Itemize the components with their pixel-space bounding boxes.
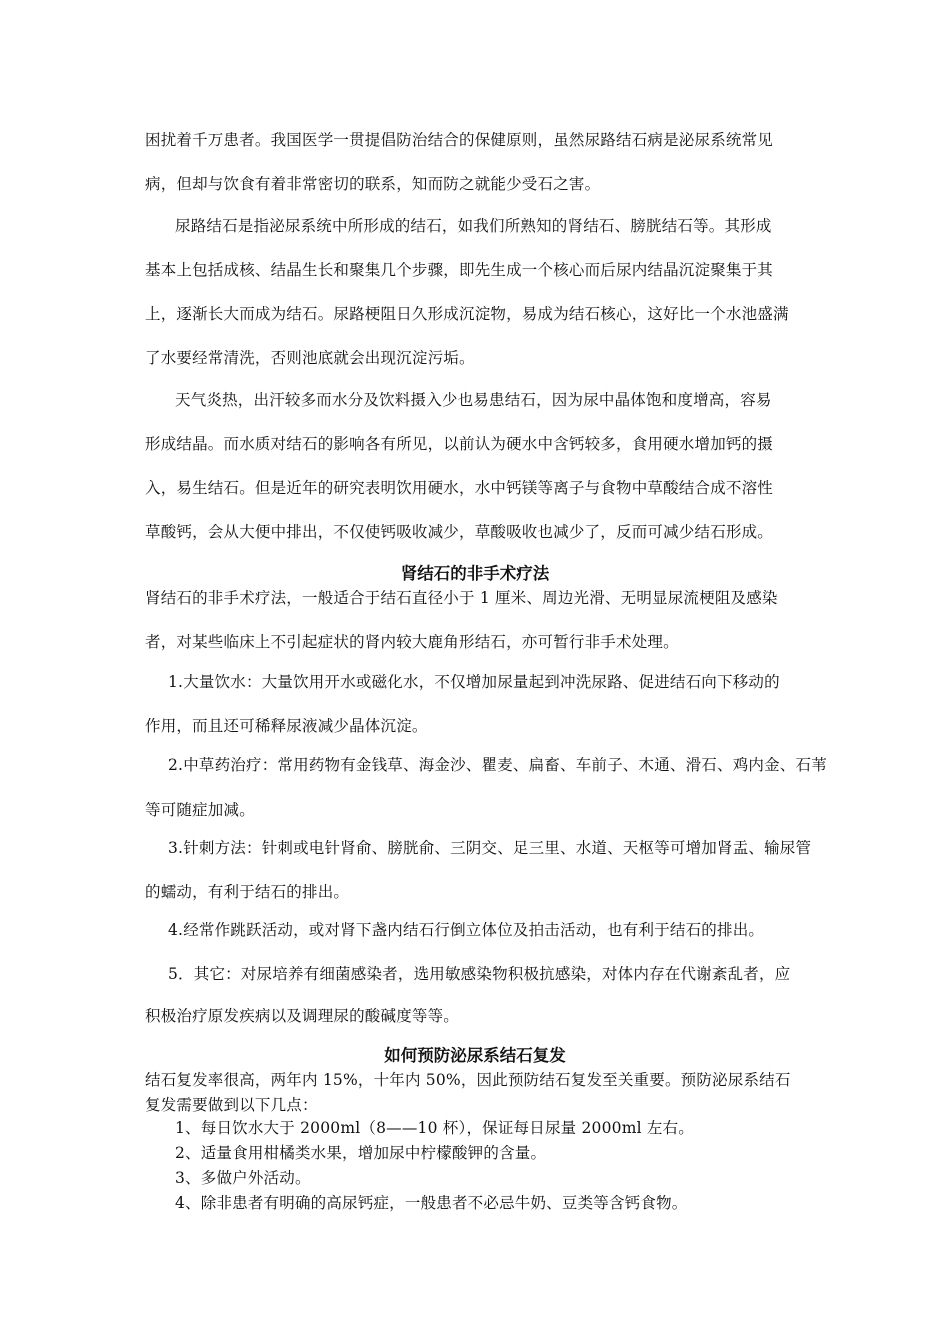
paragraph-line: 上，逐渐长大而成为结石。尿路梗阻日久形成沉淀物，易成为结石核心，这好比一个水池盛满 <box>145 305 789 323</box>
list-item: 3.针刺方法：针刺或电针肾俞、膀胱俞、三阴交、足三里、水道、天枢等可增加肾盂、输尿管 <box>168 839 812 857</box>
section-heading: 肾结石的非手术疗法 <box>400 564 550 583</box>
paragraph-line: 结石复发率很高，两年内 15%，十年内 50%，因此预防结石复发至关重要。预防泌尿系结石 <box>145 1071 791 1089</box>
list-item: 5．其它：对尿培养有细菌感染者，选用敏感染物积极抗感染，对体内存在代谢紊乱者，应 <box>168 965 791 983</box>
list-item: 3、多做户外活动。 <box>175 1169 311 1187</box>
paragraph-line: 了水要经常清洗，否则池底就会出现沉淀污垢。 <box>145 349 475 367</box>
paragraph-line: 病，但却与饮食有着非常密切的联系，知而防之就能少受石之害。 <box>145 175 601 193</box>
paragraph-line: 积极治疗原发疾病以及调理尿的酸碱度等等。 <box>145 1007 460 1025</box>
list-item: 2.中草药治疗：常用药物有金钱草、海金沙、瞿麦、扁畜、车前子、木通、滑石、鸡内金、石苇 <box>168 756 827 774</box>
paragraph-line: 形成结晶。而水质对结石的影响各有所见，以前认为硬水中含钙较多，食用硬水增加钙的摄 <box>145 435 774 453</box>
paragraph-line: 草酸钙，会从大便中排出，不仅使钙吸收减少，草酸吸收也减少了，反而可减少结石形成。 <box>145 523 774 541</box>
section-heading: 如何预防泌尿系结石复发 <box>384 1046 566 1065</box>
paragraph-line: 天气炎热，出汗较多而水分及饮料摄入少也易患结石，因为尿中晶体饱和度增高，容易 <box>175 391 772 409</box>
paragraph-line: 复发需要做到以下几点： <box>145 1096 318 1114</box>
list-item: 1、每日饮水大于 2000ml（8——10 杯），保证每日尿量 2000ml 左右。 <box>175 1119 695 1137</box>
paragraph-line: 者，对某些临床上不引起症状的肾内较大鹿角形结石，亦可暂行非手术处理。 <box>145 633 679 651</box>
paragraph-line: 入，易生结石。但是近年的研究表明饮用硬水，水中钙镁等离子与食物中草酸结合成不溶性 <box>145 479 774 497</box>
list-item: 4、除非患者有明确的高尿钙症，一般患者不必忌牛奶、豆类等含钙食物。 <box>175 1194 688 1212</box>
list-item: 4.经常作跳跃活动，或对肾下盏内结石行倒立体位及拍击活动，也有利于结石的排出。 <box>168 921 765 939</box>
paragraph-line: 尿路结石是指泌尿系统中所形成的结石，如我们所熟知的肾结石、膀胱结石等。其形成 <box>175 217 772 235</box>
paragraph-line: 困扰着千万患者。我国医学一贯提倡防治结合的保健原则，虽然尿路结石病是泌尿系统常见 <box>145 131 774 149</box>
paragraph-line: 等可随症加减。 <box>145 801 255 819</box>
paragraph-line: 作用，而且还可稀释尿液减少晶体沉淀。 <box>145 717 428 735</box>
paragraph-line: 基本上包括成核、结晶生长和聚集几个步骤，即先生成一个核心而后尿内结晶沉淀聚集于其 <box>145 261 774 279</box>
paragraph-line: 的蠕动，有利于结石的排出。 <box>145 883 350 901</box>
list-item: 2、适量食用柑橘类水果，增加尿中柠檬酸钾的含量。 <box>175 1144 547 1162</box>
list-item: 1.大量饮水：大量饮用开水或磁化水，不仅增加尿量起到冲洗尿路、促进结石向下移动的 <box>168 673 780 691</box>
paragraph-line: 肾结石的非手术疗法，一般适合于结石直径小于 1 厘米、周边光滑、无明显尿流梗阻及感染 <box>145 589 778 607</box>
